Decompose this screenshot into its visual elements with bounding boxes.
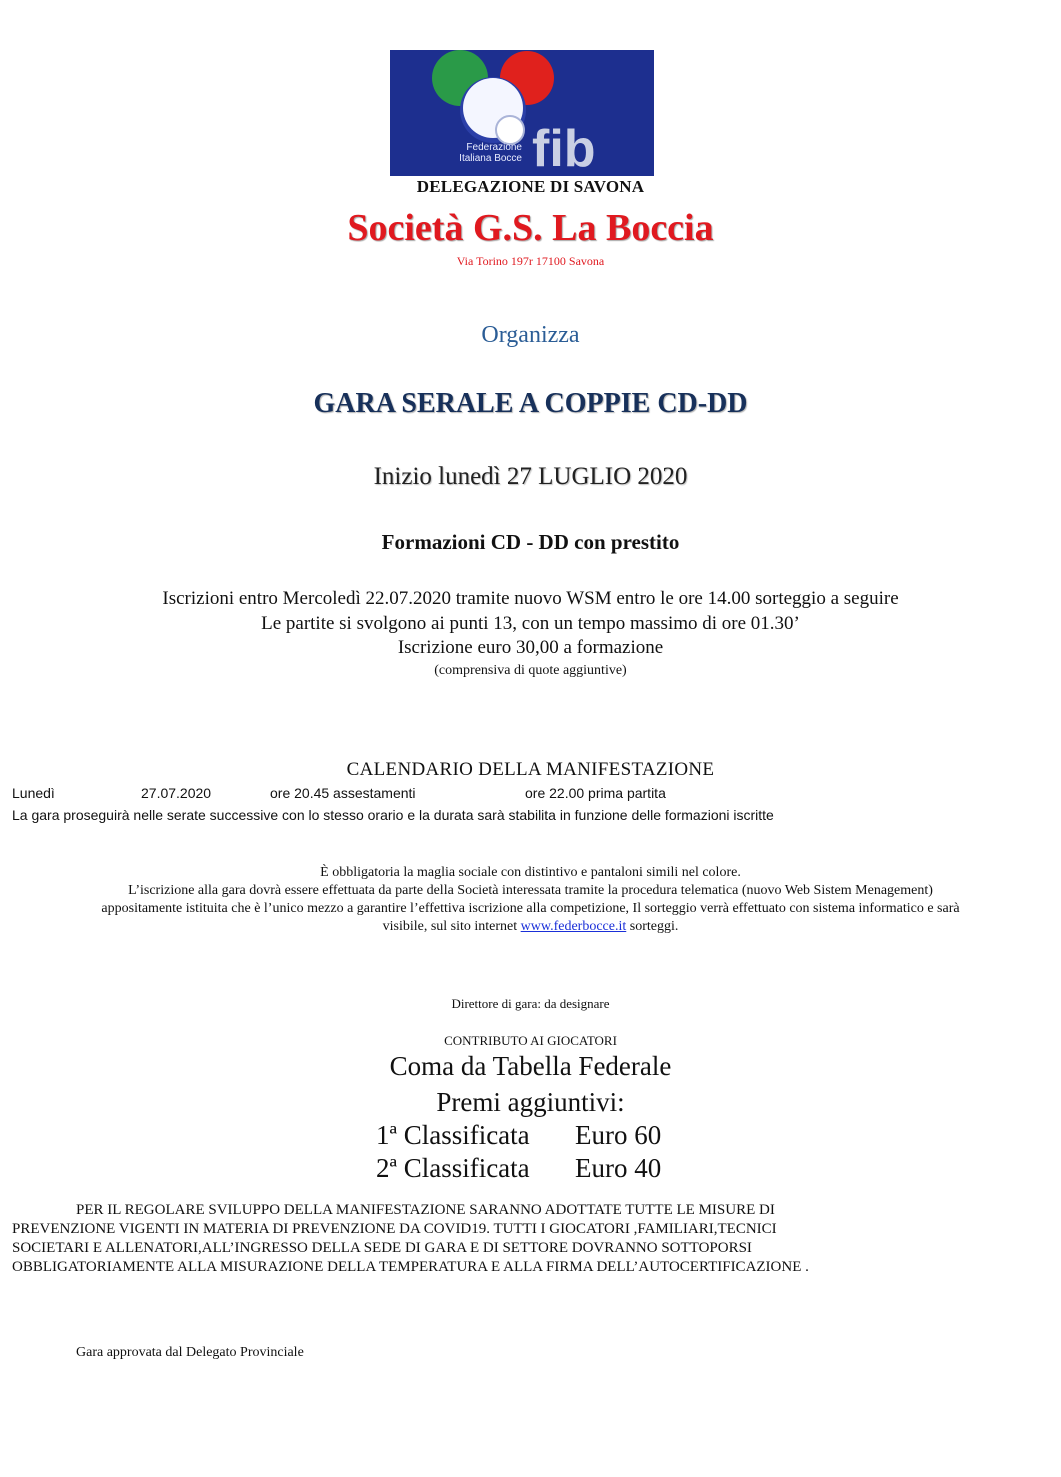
info-fee-note: (comprensiva di quote aggiuntive) <box>434 663 627 678</box>
calendar-day: Lunedì <box>12 785 55 801</box>
delegation-heading: DELEGAZIONE DI SAVONA <box>416 177 645 196</box>
rules-block <box>10 864 1051 936</box>
organizza-label: Organizza <box>481 322 580 348</box>
calendar-note: La gara proseguirà nelle serate successive con lo stesso orario e la durata sarà stabilita in funzione delle formazioni iscritte <box>12 807 774 823</box>
calendar-first-match: ore 22.00 prima partita <box>525 785 666 801</box>
covid-line-2: PREVENZIONE VIGENTI IN MATERIA DI PREVENZIONE DA COVID19. TUTTI I GIOCATORI ,FAMILIARI,TECNICI <box>12 1221 777 1237</box>
event-title: GARA SERALE A COPPIE CD-DD <box>313 388 748 419</box>
rules-line-1: È obbligatoria la maglia sociale con distintivo e pantaloni simili nel colore. <box>320 865 741 880</box>
covid-line-4: OBBLIGATORIAMENTE ALLA MISURAZIONE DELLA TEMPERATURA E ALLA FIRMA DELL’AUTOCERTIFICAZIONE . <box>12 1259 809 1275</box>
society-name: Società G.S. La Boccia <box>347 207 714 249</box>
event-start-date: Inizio lunedì 27 LUGLIO 2020 <box>373 463 688 490</box>
calendar-date: 27.07.2020 <box>141 785 212 801</box>
rules-line-3: appositamente istituita che è l’unico mezzo a garantire l’effettiva iscrizione alla competizione, Il sorteggio verrà effettuato con sistema informatico e sarà <box>101 901 960 916</box>
rules-line-4 <box>10 918 1051 936</box>
rules-line-2: L’iscrizione alla gara dovrà essere effettuata da parte della Società interessata tramite la procedura telematica (nuovo Web Sistem Menagement) <box>128 883 933 898</box>
contribution-title: CONTRIBUTO AI GIOCATORI <box>444 1033 617 1048</box>
federbocce-link[interactable]: www.federbocce.it <box>520 919 627 934</box>
calendar-setup: ore 20.45 assestamenti <box>270 785 416 801</box>
first-prize-amount: Euro 60 <box>575 1120 662 1150</box>
fib-logo <box>390 50 654 176</box>
covid-line-1: PER IL REGOLARE SVILUPPO DELLA MANIFESTAZIONE SARANNO ADOTTATE TUTTE LE MISURE DI <box>76 1202 775 1218</box>
second-prize-label: 2ª Classificata <box>376 1153 530 1183</box>
logo-caption-line1: Federazione <box>466 142 522 153</box>
info-match-rules: Le partite si svolgono ai punti 13, con un tempo massimo di ore 01.30’ <box>261 613 800 634</box>
first-prize-label: 1ª Classificata <box>376 1120 530 1150</box>
fib-brand-text: fib <box>532 120 596 176</box>
covid-notice <box>12 1201 1052 1277</box>
society-address: Via Torino 197r 17100 Savona <box>456 254 605 268</box>
rules-line-4-post: sorteggi. <box>629 919 679 934</box>
rules-line-4-pre: visibile, sul sito internet <box>382 919 518 934</box>
info-fee: Iscrizione euro 30,00 a formazione <box>397 637 664 658</box>
approval-note: Gara approvata dal Delegato Provinciale <box>76 1345 304 1360</box>
calendar-title: CALENDARIO DELLA MANIFESTAZIONE <box>346 759 715 780</box>
covid-line-3: SOCIETARI E ALLENATORI,ALL’INGRESSO DELLA SEDE DI GARA E DI SETTORE DOVRANNO SOTTOPORSI <box>12 1240 752 1256</box>
logo-caption <box>452 142 522 164</box>
info-registration: Iscrizioni entro Mercoledì 22.07.2020 tramite nuovo WSM entro le ore 14.00 sorteggio a seguire <box>162 588 899 609</box>
second-prize-amount: Euro 40 <box>575 1153 662 1183</box>
extra-prizes-title: Premi aggiuntivi: <box>436 1087 625 1117</box>
federal-table: Coma da Tabella Federale <box>389 1051 672 1081</box>
race-director: Direttore di gara: da designare <box>451 996 610 1011</box>
event-formations: Formazioni CD - DD con prestito <box>381 530 680 554</box>
logo-caption-line2: Italiana Bocce <box>459 153 522 164</box>
fib-logo-graphic <box>390 50 654 176</box>
